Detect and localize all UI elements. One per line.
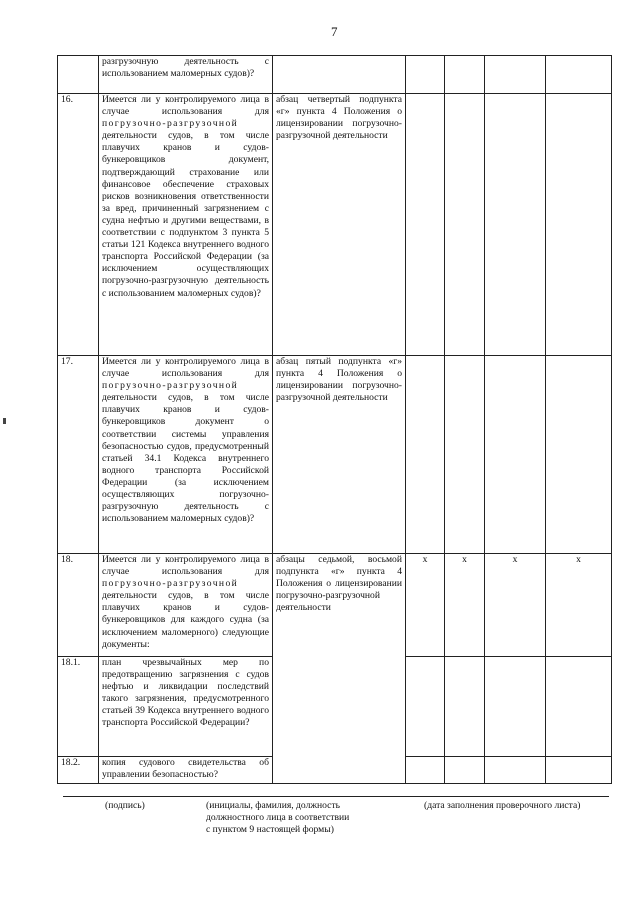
answer-na-cell[interactable]	[485, 757, 546, 784]
answer-no-cell[interactable]	[445, 94, 485, 356]
question-text: Имеется ли у контролируемого лица в случае использования для погрузочно-разгрузочной деятельности судов, в том числе плавучих кранов и судов-бункеровщиков документ о соответствии системы управления безопасностью судов, предусмотренный статьей 34.1 Кодекса внутреннего водного транспорта Российской Федерации (за исключением осуществляющих погрузочно-разгрузочную деятельность с использованием маломерных судов)?	[99, 356, 273, 554]
answer-na-cell[interactable]: x	[485, 554, 546, 657]
answer-no-cell[interactable]	[445, 56, 485, 94]
answer-note-cell[interactable]	[546, 757, 612, 784]
answer-no-cell[interactable]	[445, 356, 485, 554]
signature-line	[63, 796, 609, 797]
answer-yes-cell[interactable]	[406, 94, 445, 356]
answer-na-cell[interactable]	[485, 657, 546, 757]
signature-label: (подпись)	[105, 800, 145, 811]
table-row	[58, 56, 612, 94]
row-number	[58, 56, 99, 94]
answer-na-cell[interactable]	[485, 356, 546, 554]
checklist-table	[57, 55, 612, 784]
answer-na-cell[interactable]	[485, 94, 546, 356]
answer-no-cell[interactable]: x	[445, 554, 485, 657]
answer-yes-cell[interactable]	[406, 757, 445, 784]
answer-note-cell[interactable]: x	[546, 554, 612, 657]
page-number: 7	[331, 24, 338, 39]
answer-na-cell[interactable]	[485, 56, 546, 94]
answer-note-cell[interactable]	[546, 356, 612, 554]
answer-note-cell[interactable]	[546, 56, 612, 94]
answer-yes-cell[interactable]	[406, 657, 445, 757]
scan-margin-mark	[3, 418, 6, 424]
table-row	[58, 554, 612, 657]
question-text: разгрузочную деятельность с использованием маломерных судов)?	[99, 56, 273, 94]
answer-yes-cell[interactable]	[406, 356, 445, 554]
question-text: копия судового свидетельства об управлении безопасностью?	[99, 757, 273, 784]
requirement-basis: абзац пятый подпункта «г» пункта 4 Положения о лицензировании погрузочно-разгрузочной деятельности	[273, 356, 406, 554]
requirement-basis: абзацы седьмой, восьмой подпункта «г» пункта 4 Положения о лицензировании погрузочно-разгрузочной деятельности	[273, 554, 406, 784]
answer-note-cell[interactable]	[546, 94, 612, 356]
answer-no-cell[interactable]	[445, 657, 485, 757]
requirement-basis	[273, 56, 406, 94]
row-number: 16.	[58, 94, 99, 356]
question-text: план чрезвычайных мер по предотвращению загрязнения с судов нефтью и ликвидации последствий такого загрязнения, предусмотренного статьей 39 Кодекса внутреннего водного транспорта Российской Федерации?	[99, 657, 273, 757]
table-row	[58, 94, 612, 356]
row-number: 18.	[58, 554, 99, 657]
row-number: 18.1.	[58, 657, 99, 757]
answer-note-cell[interactable]	[546, 657, 612, 757]
row-number: 18.2.	[58, 757, 99, 784]
answer-no-cell[interactable]	[445, 757, 485, 784]
requirement-basis: абзац четвертый подпункта «г» пункта 4 Положения о лицензировании погрузочно-разгрузочной деятельности	[273, 94, 406, 356]
date-label: (дата заполнения проверочного листа)	[424, 800, 581, 811]
answer-yes-cell[interactable]: x	[406, 554, 445, 657]
answer-yes-cell[interactable]	[406, 56, 445, 94]
row-number: 17.	[58, 356, 99, 554]
question-text: Имеется ли у контролируемого лица в случае использования для погрузочно-разгрузочной деятельности судов, в том числе плавучих кранов и судов-бункеровщиков для каждого судна (за исключением маломерного) следующие документы:	[99, 554, 273, 657]
table-row	[58, 356, 612, 554]
question-text: Имеется ли у контролируемого лица в случае использования для погрузочно-разгрузочной деятельности судов, в том числе плавучих кранов и судов-бункеровщиков документ, подтверждающий страхование или финансовое обеспечение страховых рисков возникновения ответственности за вред, причиненный загрязнением с судна нефтью и другими веществами, в соответствии с подпунктом 3 пункта 5 статьи 121 Кодекса внутреннего водного транспорта Российской Федерации (за исключением осуществляющих погрузочно-разгрузочную деятельность с использованием маломерных судов)?	[99, 94, 273, 356]
name-label: (инициалы, фамилия, должность должностного лица в соответствии с пунктом 9 настоящей формы)	[206, 800, 350, 836]
